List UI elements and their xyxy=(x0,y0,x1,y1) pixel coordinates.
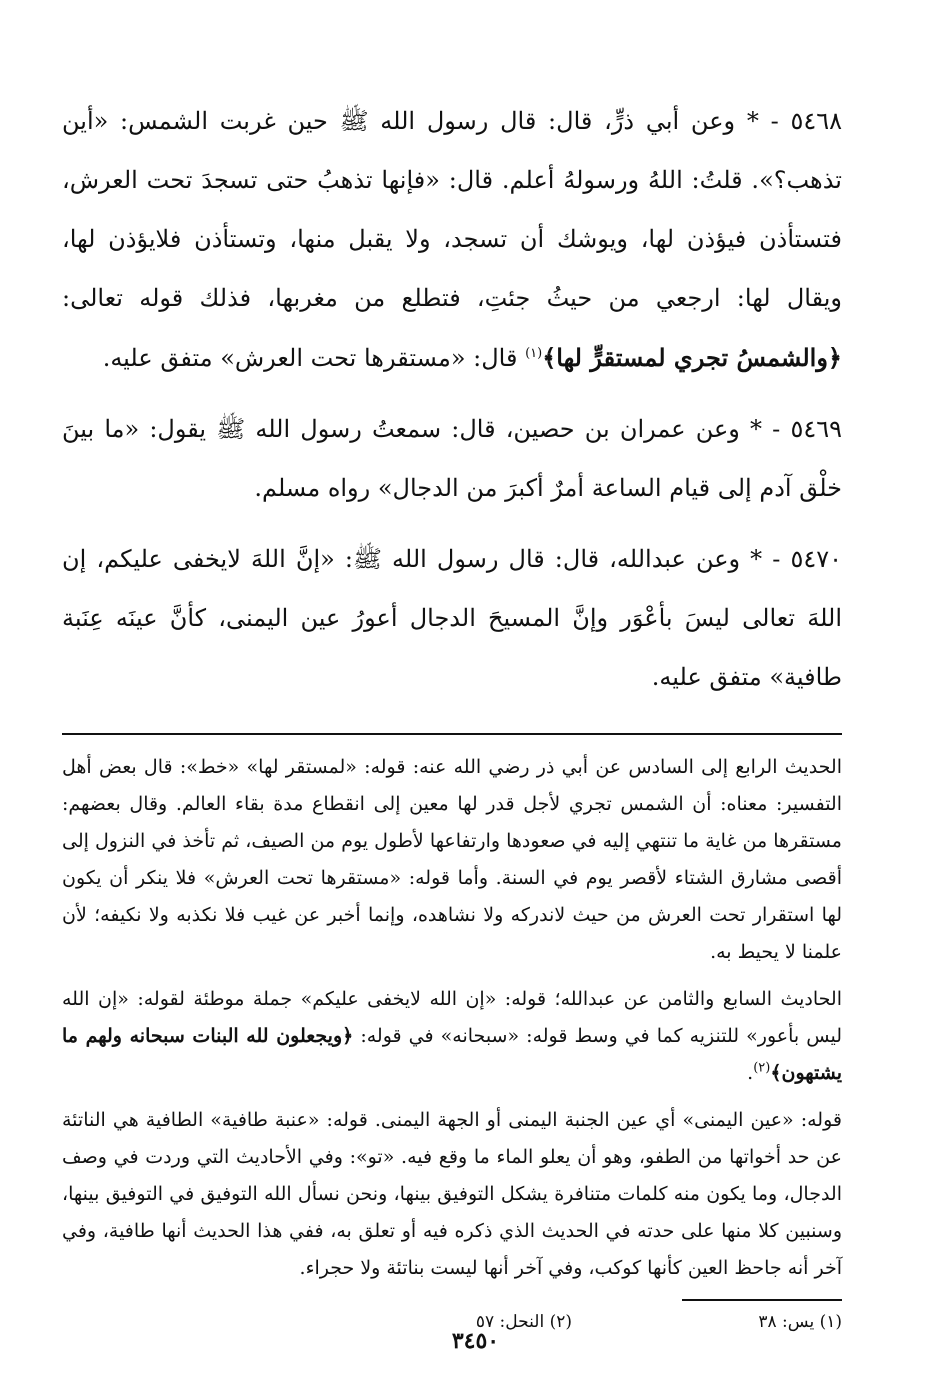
commentary-text: الحاديث السابع والثامن عن عبدالله؛ قوله: «إن الله لايخفى عليكم» جملة موطئة لقوله: «إن الله ليس بأعور» للتنزيه كما في وسط قوله: «سبحانه» في قوله: xyxy=(62,988,842,1047)
hadith-text: قال: «مستقرها تحت العرش» متفق عليه. xyxy=(102,344,526,372)
footnote-ref: (٢) xyxy=(753,1060,771,1076)
footnote-ref: (١) xyxy=(525,346,543,361)
hadith-section xyxy=(62,92,842,707)
footnote-2: (٢) النحل: ٥٧ xyxy=(475,1312,572,1332)
commentary-text: الحديث الرابع إلى السادس عن أبي ذر رضي الله عنه: قوله: «لمستقر لها» «خط»: قال بعض أهل التفسير: معناه: أن الشمس تجري لأجل قدر لها معين إلى انقطاع مدة بقاء العالم. وقال بعضهم: مستقرها من غاية ما تنتهي إليه في صعودها وارتفاعها لأطول يوم من الصيف، ثم تأخذ في النزول إلى أقصى مشارق الشتاء لأقصر يوم في السنة. وأما قوله: «مستقرها تحت العرش» فلا ينكر أن يكون لها استقرار تحت العرش من حيث لاندركه ولا نشاهده، وإنما أخبر عن غيب فلا نكذبه ولا نكيفه؛ لأن علمنا لا يحيط به. xyxy=(62,756,842,963)
footnote-1: (١) يس: ٣٨ xyxy=(758,1312,842,1332)
commentary-paragraph xyxy=(62,749,842,971)
hadith-5469 xyxy=(62,400,842,518)
commentary-text: قوله: «عين اليمنى» أي عين الجنبة اليمنى أو الجهة اليمنى. قوله: «عنبة طافية» الطافية هي الناتئة عن حد أخواتها من الطفو، وهو أن يعلو الماء ما وقع فيه. «تو»: وفي الأحاديث التي وردت في وصف الدجال، وما يكون منه كلمات متنافرة يشكل التوفيق بينها، ونحن نسأل الله التوفيق في التوفيق بينها، وسنبين كلا منها على حدته في الحديث الذي ذكره فيه أو تعلق به، ففي هذا الحديث أنها طافية، وفي آخر أنه جاحظ العين كأنها كوكب، وفي آخر أنها ليست بناتئة ولا حجراء. xyxy=(62,1109,842,1279)
hadith-5470 xyxy=(62,530,842,707)
quran-verse: ﴿والشمسُ تجري لمستقرٍّ لها﴾ xyxy=(542,343,842,372)
footnote-divider xyxy=(682,1299,842,1301)
hadith-text: ٥٤٦٩ - * وعن عمران بن حصين، قال: سمعتُ رسول الله ﷺ يقول: «ما بينَ خلْق آدم إلى قيام الساعة أمرٌ أكبرَ من الدجال» رواه مسلم. xyxy=(62,415,842,502)
hadith-text: ٥٤٧٠ - * وعن عبدالله، قال: قال رسول الله ﷺ: «إنَّ اللهَ لايخفى عليكم، إن اللهَ تعالى ليسَ بأعْوَر وإنَّ المسيحَ الدجال أعورُ عين اليمنى، كأنَّ عينَه عِنَبة طافية» متفق عليه. xyxy=(62,545,842,691)
commentary-paragraph xyxy=(62,981,842,1092)
hadith-5468 xyxy=(62,92,842,388)
commentary-section xyxy=(62,749,842,1287)
page-body xyxy=(62,92,842,1335)
commentary-text: . xyxy=(747,1062,754,1084)
hadith-text: ٥٤٦٨ - * وعن أبي ذرٍّ، قال: قال رسول الله ﷺ حين غربت الشمس: «أين تذهب؟». قلتُ: اللهُ ورسولهُ أعلم. قال: «فإنها تذهبُ حتى تسجدَ تحت العرش، فتستأذن فيؤذن لها، ويوشك أن تسجد، ولا يقبل منها، وتستأذن فلايؤذن لها، ويقال لها: ارجعي من حيثُ جئتِ، فتطلع من مغربها، فذلك قوله تعالى: xyxy=(62,107,842,312)
section-divider xyxy=(62,733,842,735)
quran-verse: ﴿ويجعلون لله البنات سبحانه ولهم ما يشتهون﴾ xyxy=(62,1025,842,1084)
commentary-paragraph xyxy=(62,1102,842,1287)
page-number: ٣٤٥٠ xyxy=(451,1328,500,1354)
